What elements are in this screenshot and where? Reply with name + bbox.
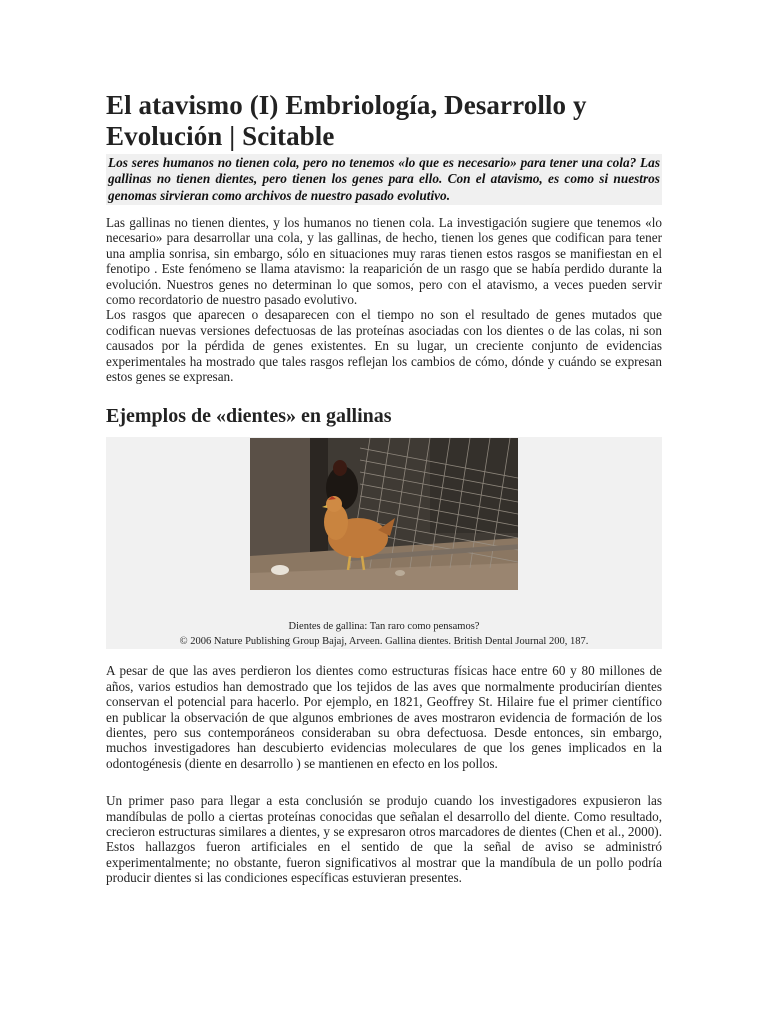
paragraph-2: Los rasgos que aparecen o desaparecen con el tiempo no son el resultado de genes mutados que codifican nuevas versiones defectuosas de las proteínas asociadas con los dientes o de las colas, ni son causados por la pérdida de genes existentes. En su lugar, un creciente conjunto de evidencias experimentales ha mostrado que tales rasgos reflejan los cambios de cómo, dónde y cuándo se expresan estos genes se expresan. [106,307,662,384]
article [106,90,662,886]
page-title: El atavismo (I) Embriología, Desarrollo y Evolución | Scitable [106,90,587,151]
figure-credit: © 2006 Nature Publishing Group Bajaj, Arveen. Gallina dientes. British Dental Journal 200, 187. [179,636,589,648]
paragraph-4: Un primer paso para llegar a esta conclusión se produjo cuando los investigadores expusieron las mandíbulas de pollo a ciertas proteínas conocidas que señalan el desarrollo del diente. Como resultado, crecieron estructuras similares a dientes, y se expresaron otros marcadores de dientes (Chen et al., 2000). Estos hallazgos fueron artificiales en el sentido de que la señal de aviso se administró experimentalmente; no obstante, fueron significativos al mostrar que la mandíbula de un pollo podría producir dientes si las condiciones específicas estuvieran presentes. [106,793,662,886]
figure [106,437,662,649]
section-heading: Ejemplos de «dientes» en gallinas [106,405,392,428]
article-lede: Los seres humanos no tienen cola, pero no tenemos «lo que es necesario» para tener una cola? Las gallinas no tienen dientes, pero tienen los genes para ello. Con el atavismo, es como si nuestros genomas sirvieran como archivos de nuestro pasado evolutivo. [106,154,662,205]
chicken-photo [250,438,518,590]
paragraph-3: A pesar de que las aves perdieron los dientes como estructuras físicas hace entre 60 y 80 millones de años, varios estudios han demostrado que los tejidos de las aves que normalmente producirían dientes conservan el potencial para hacerlo. Por ejemplo, en 1821, Geoffrey St. Hilaire fue el primer científico en publicar la observación de que algunos embriones de aves mostraron evidencia de formación de los dientes, pero sus contemporáneos consideraban su obra defectuosa. Desde entonces, sin embargo, muchos investigadores han descubierto evidencias moleculares de que los genes implicados en la odontogénesis (diente en desarrollo ) se mantienen en efecto en los pollos. [106,663,662,771]
paragraph-1: Las gallinas no tienen dientes, y los humanos no tienen cola. La investigación sugiere que tenemos «lo necesario» para desarrollar una cola, y las gallinas, de hecho, tienen los genes que codifican para tener una amplia sonrisa, sin embargo, sólo en situaciones muy raras tienen estos rasgos se manifiestan en el fenotipo . Este fenómeno se llama atavismo: la reaparición de un rasgo que se había perdido durante la evolución. Nuestros genes no determinan lo que somos, pero con el atavismo, a veces pueden servir como recordatorio de nuestro pasado evolutivo. [106,214,662,307]
figure-caption: Dientes de gallina: Tan raro como pensamos? [288,621,480,633]
